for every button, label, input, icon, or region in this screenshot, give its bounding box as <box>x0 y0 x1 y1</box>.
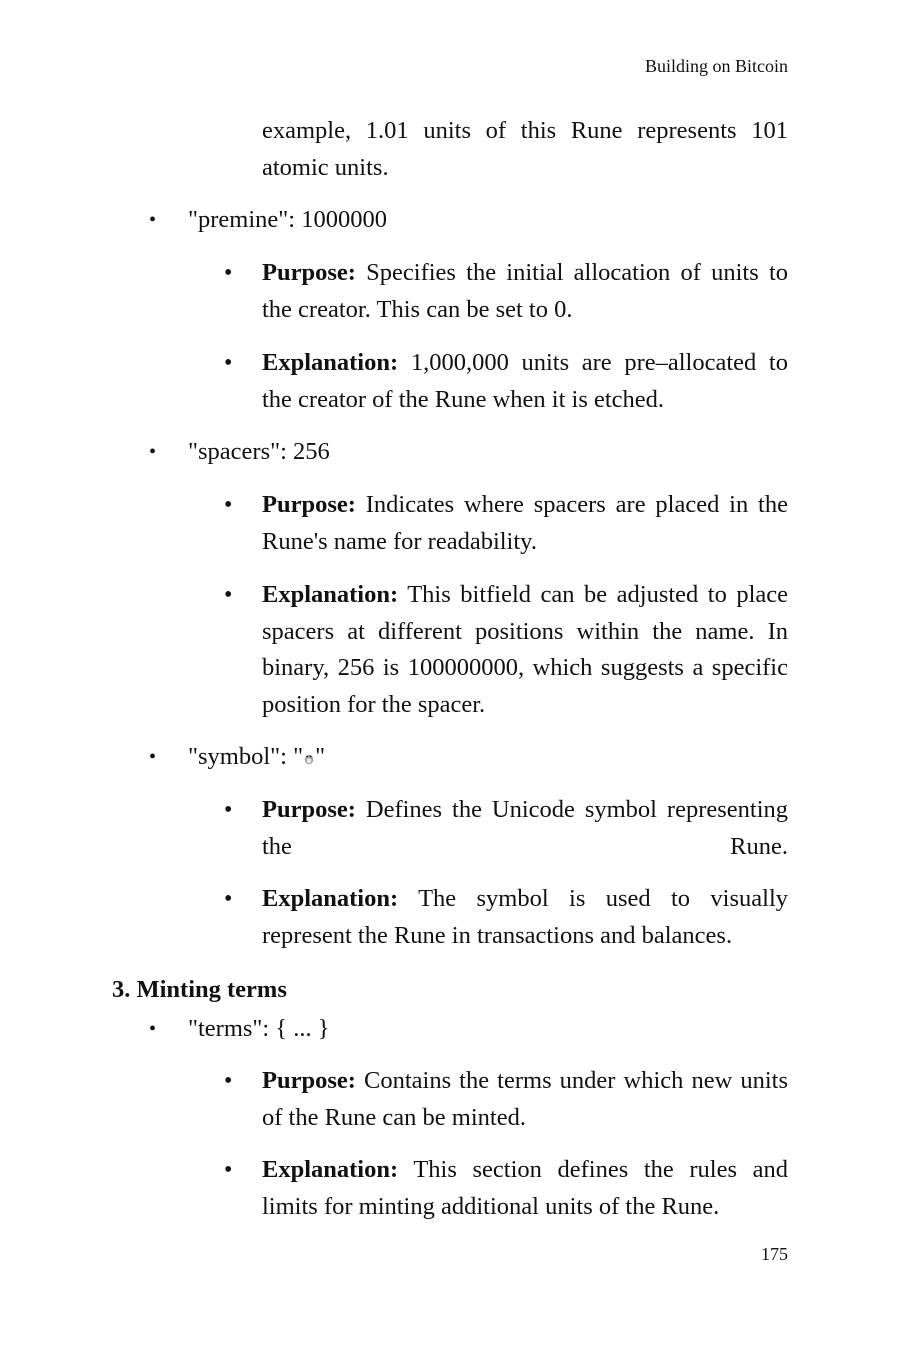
bullet-icon: • <box>224 260 233 286</box>
bullet-icon: • <box>224 1068 233 1094</box>
spacers-purpose <box>224 487 788 560</box>
explanation-text: The symbol is used to visually represent the Rune in transactions and balances. <box>262 885 788 949</box>
purpose-text: Defines the Unicode symbol representing the Rune. <box>262 796 789 860</box>
bullet-icon: • <box>224 582 233 608</box>
running-header: Building on Bitcoin <box>644 56 788 76</box>
symbol-purpose <box>224 792 789 865</box>
explanation-label: Explanation: <box>262 581 399 608</box>
premine-key: "premine": 1000000 <box>188 206 387 233</box>
bullet-icon: • <box>149 209 157 231</box>
list-item-symbol <box>149 739 788 776</box>
section-heading-minting-terms: 3. Minting terms <box>112 976 287 1003</box>
spacers-explanation <box>224 577 789 723</box>
bullet-icon: • <box>224 886 233 912</box>
purpose-label: Purpose: <box>262 796 356 823</box>
purpose-label: Purpose: <box>262 1067 356 1094</box>
terms-key: "terms": { ... } <box>188 1015 330 1042</box>
premine-explanation <box>224 345 788 418</box>
explanation-text: 1,000,000 units are pre–allocated to the creator of the Rune when it is etched. <box>262 349 788 413</box>
premine-purpose <box>224 255 789 328</box>
symbol-key-prefix: "symbol": " <box>188 743 304 770</box>
spacers-key: "spacers": 256 <box>188 438 330 465</box>
bullet-icon: • <box>149 746 157 768</box>
list-item-terms <box>149 1011 788 1048</box>
rune-symbol-icon <box>303 751 315 765</box>
symbol-key-suffix: " <box>315 743 326 770</box>
bullet-icon: • <box>149 1018 157 1040</box>
bullet-icon: • <box>224 797 233 823</box>
terms-explanation <box>224 1152 788 1225</box>
purpose-text: Specifies the initial allocation of units to the creator. This can be set to 0. <box>262 259 789 323</box>
bullet-icon: • <box>149 441 157 463</box>
purpose-label: Purpose: <box>262 259 356 286</box>
explanation-text: This section defines the rules and limits for minting additional units of the Rune. <box>262 1156 788 1220</box>
continuation-paragraph: example, 1.01 units of this Rune represents 101 atomic units. <box>262 117 788 181</box>
explanation-label: Explanation: <box>262 885 399 912</box>
page-number: 175 <box>761 1244 788 1264</box>
purpose-text: Indicates where spacers are placed in the Rune's name for readability. <box>262 491 788 555</box>
bullet-icon: • <box>224 1157 233 1183</box>
terms-purpose <box>224 1063 789 1136</box>
list-item-spacers <box>149 434 788 471</box>
purpose-label: Purpose: <box>262 491 356 518</box>
symbol-explanation <box>224 881 788 954</box>
explanation-label: Explanation: <box>262 1156 399 1183</box>
list-item-premine <box>149 202 788 239</box>
purpose-text: Contains the terms under which new units of the Rune can be minted. <box>262 1067 789 1131</box>
explanation-label: Explanation: <box>262 349 399 376</box>
bullet-icon: • <box>224 492 233 518</box>
bullet-icon: • <box>224 350 233 376</box>
explanation-text: This bitfield can be adjusted to place spacers at different positions within the name. In binary, 256 is 100000000, which suggests a specific position for the spacer. <box>262 581 789 718</box>
